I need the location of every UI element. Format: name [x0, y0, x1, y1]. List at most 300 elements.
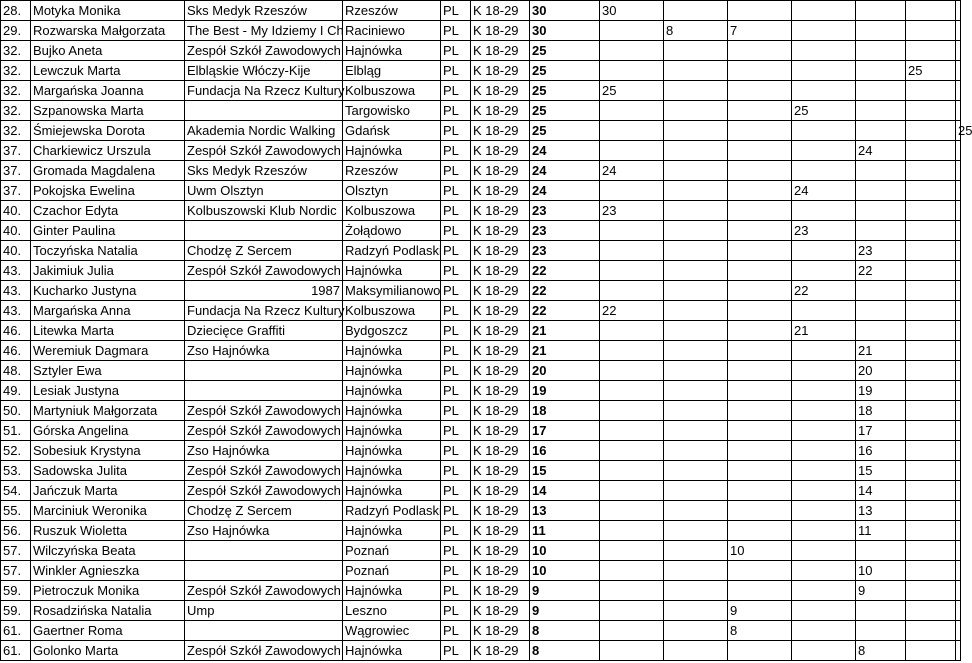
score-cell-4 — [792, 501, 856, 521]
score-cell-7 — [956, 641, 961, 661]
score-cell-4: 21 — [792, 321, 856, 341]
score-cell-6 — [906, 41, 956, 61]
score-cell-5 — [856, 1, 906, 21]
category-cell: K 18-29 — [471, 121, 530, 141]
table-row — [1, 281, 961, 301]
country-cell: PL — [441, 81, 471, 101]
score-cell-5 — [856, 61, 906, 81]
country-cell: PL — [441, 341, 471, 361]
score-cell-2 — [664, 301, 728, 321]
score-cell-2 — [664, 181, 728, 201]
city-cell: Hajnówka — [343, 41, 441, 61]
score-cell-3 — [728, 261, 792, 281]
city-cell: Poznań — [343, 561, 441, 581]
score-cell-4 — [792, 441, 856, 461]
score-cell-6 — [906, 501, 956, 521]
score-cell-4 — [792, 201, 856, 221]
score-cell-7 — [956, 381, 961, 401]
score-cell-7 — [956, 541, 961, 561]
city-cell: Hajnówka — [343, 401, 441, 421]
score-cell-1: 25 — [600, 81, 664, 101]
score-cell-4 — [792, 341, 856, 361]
score-cell-1 — [600, 641, 664, 661]
score-cell-5 — [856, 121, 906, 141]
score-cell-4 — [792, 161, 856, 181]
score-cell-7 — [956, 461, 961, 481]
score-cell-7 — [956, 261, 961, 281]
country-cell: PL — [441, 521, 471, 541]
score-cell-5 — [856, 621, 906, 641]
club-cell — [185, 381, 343, 401]
score-cell-7 — [956, 201, 961, 221]
name-cell: Margańska Anna — [31, 301, 185, 321]
points-cell: 22 — [530, 281, 600, 301]
club-cell — [185, 621, 343, 641]
score-cell-6 — [906, 481, 956, 501]
score-cell-3 — [728, 321, 792, 341]
category-cell: K 18-29 — [471, 561, 530, 581]
name-cell: Sobesiuk Krystyna — [31, 441, 185, 461]
category-cell: K 18-29 — [471, 321, 530, 341]
score-cell-6 — [906, 221, 956, 241]
points-cell: 24 — [530, 141, 600, 161]
score-cell-2 — [664, 121, 728, 141]
score-cell-5 — [856, 21, 906, 41]
category-cell: K 18-29 — [471, 581, 530, 601]
category-cell: K 18-29 — [471, 641, 530, 661]
results-body — [1, 1, 972, 661]
points-cell: 24 — [530, 161, 600, 181]
score-cell-2 — [664, 461, 728, 481]
club-cell: Kolbuszowski Klub Nordic — [185, 201, 343, 221]
score-cell-7 — [956, 281, 961, 301]
score-cell-3: 7 — [728, 21, 792, 41]
score-cell-1 — [600, 321, 664, 341]
name-cell: Motyka Monika — [31, 1, 185, 21]
name-cell: Wilczyńska Beata — [31, 541, 185, 561]
points-cell: 11 — [530, 521, 600, 541]
country-cell: PL — [441, 41, 471, 61]
city-cell: Hajnówka — [343, 641, 441, 661]
place-cell: 61. — [1, 621, 31, 641]
category-cell: K 18-29 — [471, 381, 530, 401]
score-cell-1 — [600, 141, 664, 161]
country-cell: PL — [441, 301, 471, 321]
score-cell-5: 11 — [856, 521, 906, 541]
score-cell-5: 21 — [856, 341, 906, 361]
score-cell-2 — [664, 601, 728, 621]
score-cell-4 — [792, 421, 856, 441]
country-cell: PL — [441, 1, 471, 21]
name-cell: Margańska Joanna — [31, 81, 185, 101]
score-cell-3 — [728, 201, 792, 221]
score-cell-4: 23 — [792, 221, 856, 241]
place-cell: 40. — [1, 241, 31, 261]
score-cell-1 — [600, 181, 664, 201]
score-cell-7 — [956, 601, 961, 621]
score-cell-3 — [728, 141, 792, 161]
score-cell-6 — [906, 521, 956, 541]
score-cell-6: 25 — [906, 61, 956, 81]
points-cell: 14 — [530, 481, 600, 501]
place-cell: 37. — [1, 161, 31, 181]
score-cell-7 — [956, 501, 961, 521]
name-cell: Marciniuk Weronika — [31, 501, 185, 521]
category-cell: K 18-29 — [471, 181, 530, 201]
points-cell: 21 — [530, 321, 600, 341]
club-cell: The Best - My Idziemy I Ch — [185, 21, 343, 41]
score-cell-5 — [856, 181, 906, 201]
city-cell: Maksymilianowo — [343, 281, 441, 301]
score-cell-2 — [664, 501, 728, 521]
table-row — [1, 561, 961, 581]
category-cell: K 18-29 — [471, 521, 530, 541]
score-cell-2 — [664, 41, 728, 61]
score-cell-5: 8 — [856, 641, 906, 661]
points-cell: 30 — [530, 21, 600, 41]
category-cell: K 18-29 — [471, 1, 530, 21]
city-cell: Rzeszów — [343, 161, 441, 181]
score-cell-7 — [956, 621, 961, 641]
city-cell: Kolbuszowa — [343, 301, 441, 321]
score-cell-1 — [600, 501, 664, 521]
table-row — [1, 1, 961, 21]
name-cell: Gaertner Roma — [31, 621, 185, 641]
place-cell: 43. — [1, 281, 31, 301]
category-cell: K 18-29 — [471, 441, 530, 461]
points-cell: 10 — [530, 541, 600, 561]
score-cell-6 — [906, 621, 956, 641]
score-cell-2 — [664, 401, 728, 421]
score-cell-7 — [956, 241, 961, 261]
score-cell-6 — [906, 21, 956, 41]
name-cell: Charkiewicz Urszula — [31, 141, 185, 161]
category-cell: K 18-29 — [471, 81, 530, 101]
score-cell-5: 20 — [856, 361, 906, 381]
score-cell-4 — [792, 261, 856, 281]
name-cell: Ginter Paulina — [31, 221, 185, 241]
points-cell: 30 — [530, 1, 600, 21]
score-cell-2 — [664, 481, 728, 501]
category-cell: K 18-29 — [471, 241, 530, 261]
points-cell: 18 — [530, 401, 600, 421]
city-cell: Hajnówka — [343, 461, 441, 481]
table-row — [1, 21, 961, 41]
club-cell: Zespół Szkół Zawodowych — [185, 461, 343, 481]
country-cell: PL — [441, 481, 471, 501]
score-cell-4 — [792, 61, 856, 81]
city-cell: Leszno — [343, 601, 441, 621]
table-row — [1, 441, 961, 461]
club-cell — [185, 541, 343, 561]
table-row — [1, 301, 961, 321]
city-cell: Hajnówka — [343, 441, 441, 461]
city-cell: Kolbuszowa — [343, 201, 441, 221]
category-cell: K 18-29 — [471, 461, 530, 481]
category-cell: K 18-29 — [471, 161, 530, 181]
table-row — [1, 481, 961, 501]
score-cell-4 — [792, 301, 856, 321]
category-cell: K 18-29 — [471, 41, 530, 61]
score-cell-7 — [956, 521, 961, 541]
score-cell-1 — [600, 361, 664, 381]
place-cell: 59. — [1, 581, 31, 601]
points-cell: 9 — [530, 581, 600, 601]
score-cell-4 — [792, 41, 856, 61]
name-cell: Pokojska Ewelina — [31, 181, 185, 201]
score-cell-6 — [906, 441, 956, 461]
place-cell: 53. — [1, 461, 31, 481]
score-cell-6 — [906, 461, 956, 481]
table-row — [1, 201, 961, 221]
score-cell-5 — [856, 201, 906, 221]
score-cell-3 — [728, 161, 792, 181]
category-cell: K 18-29 — [471, 501, 530, 521]
points-cell: 9 — [530, 601, 600, 621]
score-cell-5: 22 — [856, 261, 906, 281]
name-cell: Golonko Marta — [31, 641, 185, 661]
points-cell: 24 — [530, 181, 600, 201]
place-cell: 29. — [1, 21, 31, 41]
club-cell: Chodzę Z Sercem — [185, 501, 343, 521]
score-cell-3: 10 — [728, 541, 792, 561]
category-cell: K 18-29 — [471, 261, 530, 281]
category-cell: K 18-29 — [471, 301, 530, 321]
score-cell-5 — [856, 301, 906, 321]
score-cell-1 — [600, 401, 664, 421]
country-cell: PL — [441, 241, 471, 261]
score-cell-1 — [600, 461, 664, 481]
score-cell-1 — [600, 341, 664, 361]
category-cell: K 18-29 — [471, 221, 530, 241]
score-cell-1 — [600, 241, 664, 261]
score-cell-2 — [664, 441, 728, 461]
category-cell: K 18-29 — [471, 61, 530, 81]
table-row — [1, 621, 961, 641]
club-cell: Fundacja Na Rzecz Kultury — [185, 81, 343, 101]
score-cell-3 — [728, 521, 792, 541]
club-cell: Zespół Szkół Zawodowych — [185, 481, 343, 501]
points-cell: 25 — [530, 101, 600, 121]
score-cell-3 — [728, 301, 792, 321]
table-row — [1, 541, 961, 561]
country-cell: PL — [441, 121, 471, 141]
score-cell-5: 24 — [856, 141, 906, 161]
city-cell: Hajnówka — [343, 481, 441, 501]
score-cell-6 — [906, 321, 956, 341]
score-cell-7 — [956, 481, 961, 501]
city-cell: Elbląg — [343, 61, 441, 81]
score-cell-1 — [600, 381, 664, 401]
place-cell: 32. — [1, 81, 31, 101]
club-cell: Sks Medyk Rzeszów — [185, 161, 343, 181]
score-cell-7 — [956, 581, 961, 601]
country-cell: PL — [441, 101, 471, 121]
country-cell: PL — [441, 501, 471, 521]
country-cell: PL — [441, 201, 471, 221]
place-cell: 43. — [1, 261, 31, 281]
points-cell: 10 — [530, 561, 600, 581]
table-row — [1, 601, 961, 621]
place-cell: 59. — [1, 601, 31, 621]
name-cell: Lewczuk Marta — [31, 61, 185, 81]
score-cell-1 — [600, 441, 664, 461]
score-cell-5: 17 — [856, 421, 906, 441]
name-cell: Pietroczuk Monika — [31, 581, 185, 601]
score-cell-2 — [664, 221, 728, 241]
place-cell: 40. — [1, 201, 31, 221]
club-cell: Zespół Szkół Zawodowych — [185, 141, 343, 161]
place-cell: 46. — [1, 321, 31, 341]
score-cell-2 — [664, 321, 728, 341]
table-row — [1, 461, 961, 481]
city-cell: Hajnówka — [343, 141, 441, 161]
score-cell-2 — [664, 281, 728, 301]
club-cell: Zso Hajnówka — [185, 521, 343, 541]
score-cell-2: 8 — [664, 21, 728, 41]
score-cell-3 — [728, 1, 792, 21]
score-cell-1 — [600, 481, 664, 501]
score-cell-6 — [906, 141, 956, 161]
score-cell-4 — [792, 521, 856, 541]
place-cell: 51. — [1, 421, 31, 441]
score-cell-5 — [856, 221, 906, 241]
country-cell: PL — [441, 141, 471, 161]
table-row — [1, 341, 961, 361]
city-cell: Targowisko — [343, 101, 441, 121]
category-cell: K 18-29 — [471, 281, 530, 301]
points-cell: 8 — [530, 641, 600, 661]
country-cell: PL — [441, 541, 471, 561]
club-cell: Akademia Nordic Walking — [185, 121, 343, 141]
place-cell: 49. — [1, 381, 31, 401]
score-cell-3 — [728, 221, 792, 241]
table-row — [1, 101, 961, 121]
city-cell: Żołądowo — [343, 221, 441, 241]
score-cell-1: 30 — [600, 1, 664, 21]
score-cell-7 — [956, 41, 961, 61]
score-cell-4 — [792, 601, 856, 621]
score-cell-3: 8 — [728, 621, 792, 641]
place-cell: 55. — [1, 501, 31, 521]
points-cell: 22 — [530, 261, 600, 281]
score-cell-5 — [856, 81, 906, 101]
country-cell: PL — [441, 381, 471, 401]
club-cell — [185, 561, 343, 581]
category-cell: K 18-29 — [471, 541, 530, 561]
country-cell: PL — [441, 21, 471, 41]
score-cell-4 — [792, 141, 856, 161]
country-cell: PL — [441, 261, 471, 281]
points-cell: 22 — [530, 301, 600, 321]
city-cell: Hajnówka — [343, 381, 441, 401]
city-cell: Olsztyn — [343, 181, 441, 201]
table-row — [1, 501, 961, 521]
score-cell-3 — [728, 61, 792, 81]
score-cell-4 — [792, 621, 856, 641]
score-cell-1 — [600, 281, 664, 301]
table-row — [1, 81, 961, 101]
score-cell-1 — [600, 421, 664, 441]
score-cell-2 — [664, 421, 728, 441]
category-cell: K 18-29 — [471, 401, 530, 421]
score-cell-1: 22 — [600, 301, 664, 321]
name-cell: Weremiuk Dagmara — [31, 341, 185, 361]
category-cell: K 18-29 — [471, 621, 530, 641]
score-cell-5: 19 — [856, 381, 906, 401]
score-cell-3 — [728, 41, 792, 61]
score-cell-2 — [664, 61, 728, 81]
city-cell: Hajnówka — [343, 521, 441, 541]
place-cell: 46. — [1, 341, 31, 361]
score-cell-2 — [664, 581, 728, 601]
country-cell: PL — [441, 181, 471, 201]
score-cell-6 — [906, 101, 956, 121]
points-cell: 15 — [530, 461, 600, 481]
place-cell: 28. — [1, 1, 31, 21]
name-cell: Winkler Agnieszka — [31, 561, 185, 581]
score-cell-3 — [728, 641, 792, 661]
place-cell: 32. — [1, 41, 31, 61]
category-cell: K 18-29 — [471, 421, 530, 441]
country-cell: PL — [441, 621, 471, 641]
city-cell: Hajnówka — [343, 261, 441, 281]
table-row — [1, 521, 961, 541]
country-cell: PL — [441, 321, 471, 341]
score-cell-7 — [956, 1, 961, 21]
score-cell-7 — [956, 301, 961, 321]
score-cell-2 — [664, 101, 728, 121]
score-cell-7 — [956, 141, 961, 161]
score-cell-4 — [792, 641, 856, 661]
score-cell-1 — [600, 261, 664, 281]
category-cell: K 18-29 — [471, 141, 530, 161]
place-cell: 50. — [1, 401, 31, 421]
score-cell-7 — [956, 561, 961, 581]
score-cell-1 — [600, 21, 664, 41]
score-cell-2 — [664, 521, 728, 541]
country-cell: PL — [441, 421, 471, 441]
name-cell: Jańczuk Marta — [31, 481, 185, 501]
score-cell-6 — [906, 281, 956, 301]
score-cell-5 — [856, 161, 906, 181]
score-cell-6 — [906, 421, 956, 441]
city-cell: Gdańsk — [343, 121, 441, 141]
points-cell: 25 — [530, 81, 600, 101]
score-cell-2 — [664, 81, 728, 101]
table-row — [1, 361, 961, 381]
score-cell-4 — [792, 581, 856, 601]
category-cell: K 18-29 — [471, 341, 530, 361]
country-cell: PL — [441, 221, 471, 241]
score-cell-4 — [792, 481, 856, 501]
name-cell: Lesiak Justyna — [31, 381, 185, 401]
score-cell-5 — [856, 281, 906, 301]
name-cell: Sadowska Julita — [31, 461, 185, 481]
score-cell-5 — [856, 321, 906, 341]
score-cell-4 — [792, 361, 856, 381]
score-cell-2 — [664, 361, 728, 381]
club-cell: Chodzę Z Sercem — [185, 241, 343, 261]
score-cell-4 — [792, 21, 856, 41]
city-cell: Kolbuszowa — [343, 81, 441, 101]
points-cell: 23 — [530, 241, 600, 261]
table-row — [1, 321, 961, 341]
score-cell-3 — [728, 461, 792, 481]
table-row — [1, 261, 961, 281]
club-cell: Uwm Olsztyn — [185, 181, 343, 201]
score-cell-3 — [728, 481, 792, 501]
